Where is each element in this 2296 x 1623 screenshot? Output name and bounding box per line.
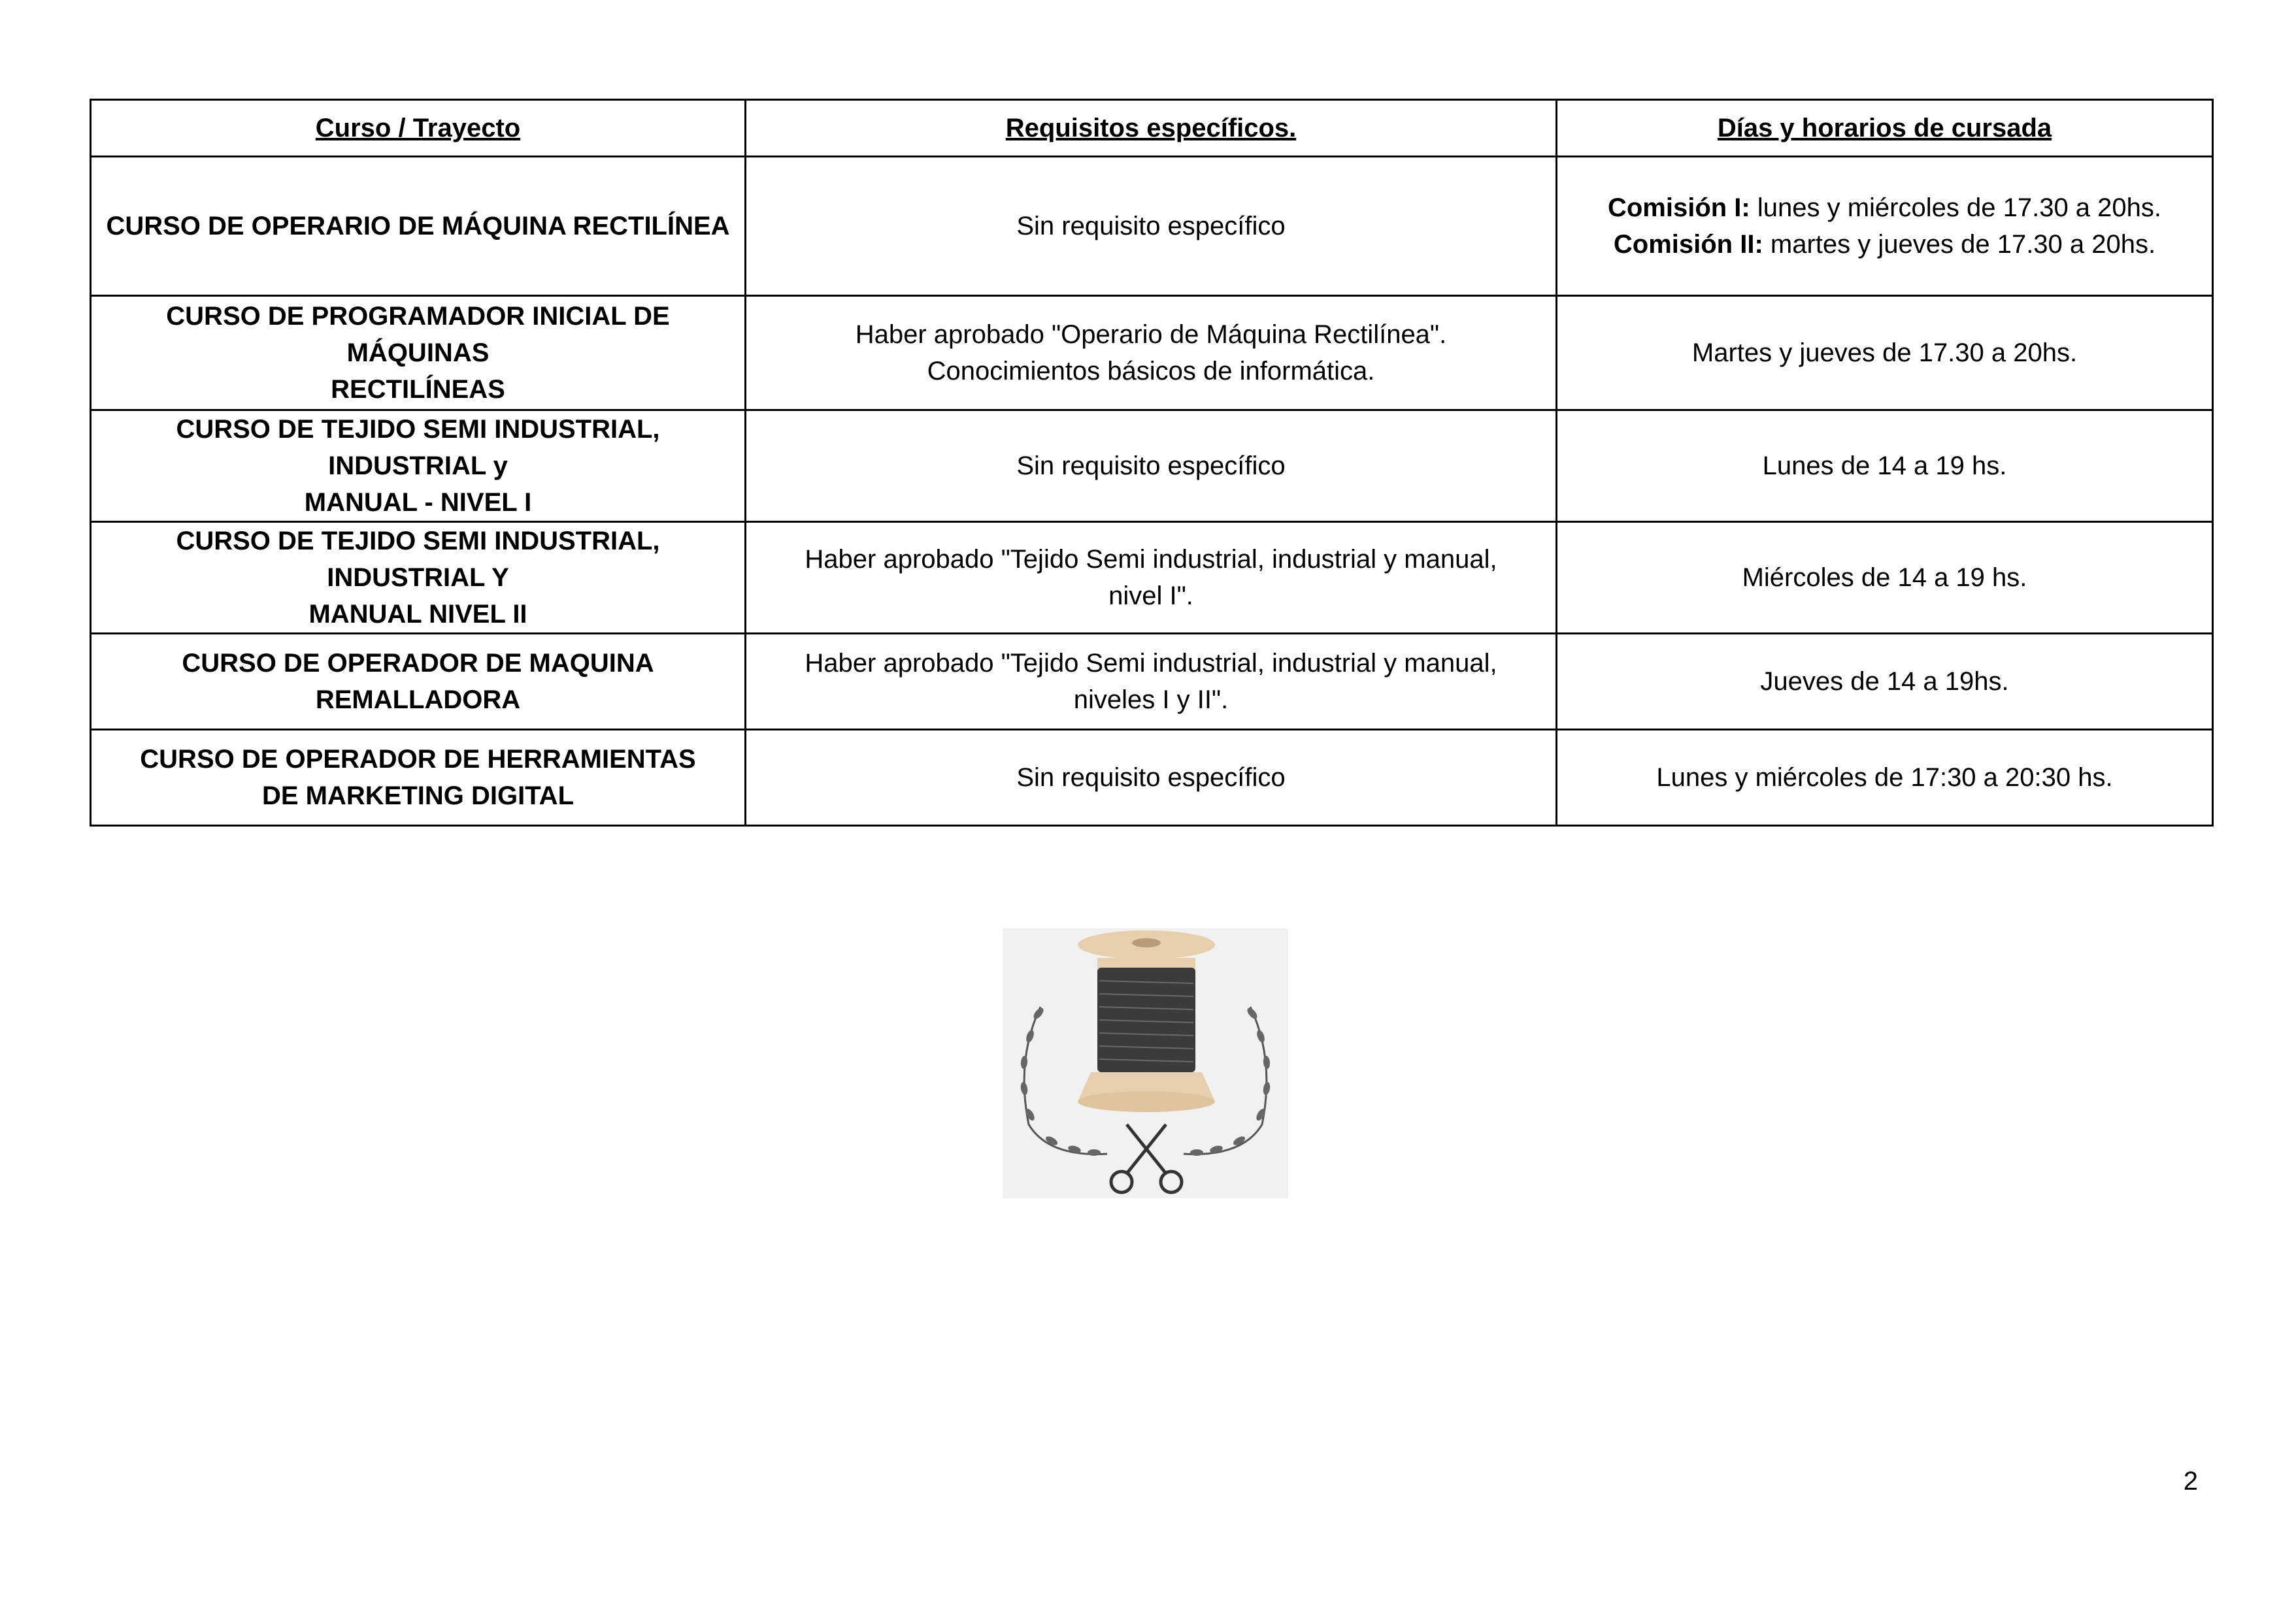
requirements-line: Sin requisito específico xyxy=(1016,451,1286,480)
course-name-line: CURSO DE TEJIDO SEMI INDUSTRIAL, INDUSTRIAL y xyxy=(176,415,660,480)
courses-table xyxy=(90,99,2214,827)
header-course: Curso / Trayecto xyxy=(91,100,746,157)
table-row xyxy=(91,634,2213,730)
schedule-text: Jueves de 14 a 19hs. xyxy=(1760,667,2009,696)
course-name-line: CURSO DE OPERADOR DE HERRAMIENTAS xyxy=(140,745,696,774)
schedule-cell xyxy=(1557,157,2213,296)
schedule-line xyxy=(1564,226,2205,263)
schedule-text: Martes y jueves de 17.30 a 20hs. xyxy=(1691,338,2078,367)
course-name-line: CURSO DE TEJIDO SEMI INDUSTRIAL, INDUSTRIAL Y xyxy=(176,527,660,592)
course-name-line: CURSO DE OPERARIO DE MÁQUINA RECTILÍNEA xyxy=(106,212,730,240)
requirements-line: Haber aprobado "Operario de Máquina Rectilínea". xyxy=(855,320,1447,349)
course-name-line: DE MARKETING DIGITAL xyxy=(261,781,574,810)
table-row xyxy=(91,410,2213,522)
course-name-cell xyxy=(91,296,746,410)
table-row xyxy=(91,522,2213,634)
requirements-line: Sin requisito específico xyxy=(1016,212,1286,240)
table-row xyxy=(91,157,2213,296)
schedule-text: lunes y miércoles de 17.30 a 20hs. xyxy=(1750,193,2162,222)
header-schedule: Días y horarios de cursada xyxy=(1557,100,2213,157)
table-row xyxy=(91,730,2213,826)
course-name-cell xyxy=(91,634,746,730)
requirements-line: Haber aprobado "Tejido Semi industrial, industrial y manual, xyxy=(805,649,1497,678)
course-name-cell xyxy=(91,157,746,296)
table-header-row xyxy=(91,100,2213,157)
requirements-cell xyxy=(746,730,1557,826)
requirements-cell xyxy=(746,522,1557,634)
course-name-line: RECTILÍNEAS xyxy=(331,375,505,404)
course-name-line: MANUAL - NIVEL I xyxy=(304,488,532,517)
schedule-cell xyxy=(1557,730,2213,826)
requirements-line: Conocimientos básicos de informática. xyxy=(927,357,1375,385)
schedule-text: Lunes y miércoles de 17:30 a 20:30 hs. xyxy=(1656,763,2113,792)
thread-spool-scissors-icon xyxy=(1003,928,1288,1198)
schedule-cell xyxy=(1557,410,2213,522)
requirements-line: Sin requisito específico xyxy=(1016,763,1286,792)
requirements-cell xyxy=(746,157,1557,296)
course-name-cell xyxy=(91,730,746,826)
page-number: 2 xyxy=(2183,1467,2198,1496)
requirements-line: niveles I y II". xyxy=(1073,685,1229,714)
course-name-cell xyxy=(91,410,746,522)
course-name-line: CURSO DE PROGRAMADOR INICIAL DE MÁQUINAS xyxy=(166,302,670,367)
table-row xyxy=(91,296,2213,410)
requirements-cell xyxy=(746,410,1557,522)
schedule-text: martes y jueves de 17.30 a 20hs. xyxy=(1763,230,2156,259)
requirements-cell xyxy=(746,296,1557,410)
header-requirements: Requisitos específicos. xyxy=(746,100,1557,157)
schedule-text: Lunes de 14 a 19 hs. xyxy=(1762,451,2007,480)
requirements-line: nivel I". xyxy=(1108,582,1193,610)
schedule-text: Miércoles de 14 a 19 hs. xyxy=(1742,563,2027,592)
course-name-line: CURSO DE OPERADOR DE MAQUINA xyxy=(182,649,654,678)
commission-label: Comisión I: xyxy=(1607,193,1750,222)
course-name-line: MANUAL NIVEL II xyxy=(308,600,527,629)
commission-label: Comisión II: xyxy=(1613,230,1763,259)
schedule-cell xyxy=(1557,296,2213,410)
requirements-cell xyxy=(746,634,1557,730)
schedule-cell xyxy=(1557,522,2213,634)
schedule-cell xyxy=(1557,634,2213,730)
requirements-line: Haber aprobado "Tejido Semi industrial, industrial y manual, xyxy=(805,545,1497,574)
schedule-line xyxy=(1564,189,2205,226)
course-name-cell xyxy=(91,522,746,634)
course-name-line: REMALLADORA xyxy=(315,685,521,714)
